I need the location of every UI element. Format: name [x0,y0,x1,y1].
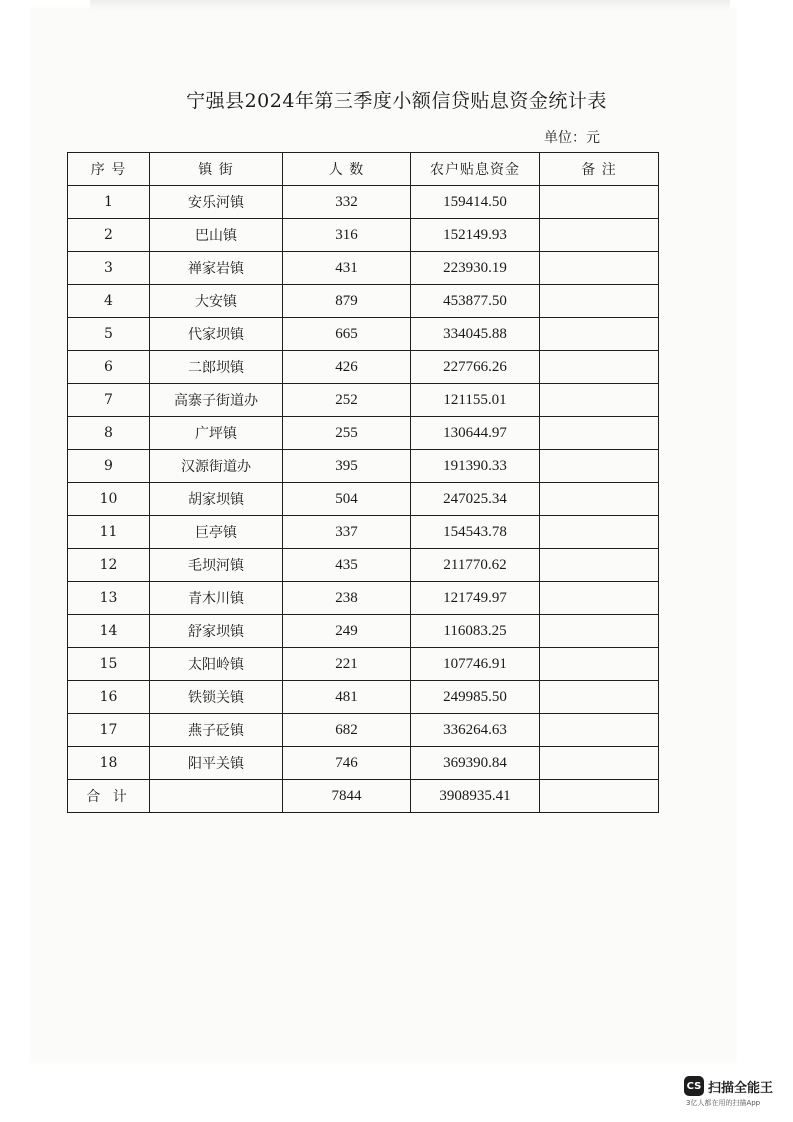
table-row [68,714,659,747]
table-row [68,681,659,714]
total-note [540,780,659,813]
unit-label: 单位：元 [544,130,600,146]
row-count: 481 [283,681,411,714]
row-count: 426 [283,351,411,384]
row-note [540,681,659,714]
row-serial: 3 [68,252,150,285]
row-count: 249 [283,615,411,648]
header-amount: 农户贴息资金 [411,153,540,186]
total-amount: 3908935.41 [411,780,540,813]
table-row [68,450,659,483]
row-count: 395 [283,450,411,483]
row-count: 316 [283,219,411,252]
row-amount: 154543.78 [411,516,540,549]
row-count: 435 [283,549,411,582]
row-serial: 11 [68,516,150,549]
row-town: 二郎坝镇 [150,351,283,384]
table-row [68,318,659,351]
row-note [540,219,659,252]
row-note [540,582,659,615]
row-note [540,351,659,384]
row-serial: 18 [68,747,150,780]
scan-edge-shadow [90,0,730,10]
row-count: 221 [283,648,411,681]
row-serial: 12 [68,549,150,582]
row-town: 安乐河镇 [150,186,283,219]
row-count: 879 [283,285,411,318]
row-note [540,450,659,483]
row-amount: 130644.97 [411,417,540,450]
row-note [540,252,659,285]
row-town: 广坪镇 [150,417,283,450]
row-amount: 249985.50 [411,681,540,714]
scanner-watermark [684,1075,773,1097]
row-amount: 116083.25 [411,615,540,648]
table-row [68,186,659,219]
row-note [540,714,659,747]
row-count: 504 [283,483,411,516]
scanner-tagline: 3亿人都在用的扫描App [686,1099,761,1107]
table-row [68,351,659,384]
table-header-row [68,153,659,186]
scanner-app-name: 扫描全能王 [708,1080,774,1096]
row-count: 746 [283,747,411,780]
row-serial: 16 [68,681,150,714]
row-note [540,483,659,516]
row-town: 胡家坝镇 [150,483,283,516]
row-count: 252 [283,384,411,417]
row-count: 238 [283,582,411,615]
row-amount: 107746.91 [411,648,540,681]
row-town: 铁锁关镇 [150,681,283,714]
row-note [540,318,659,351]
row-amount: 159414.50 [411,186,540,219]
table-row [68,285,659,318]
total-label: 合 计 [68,780,150,813]
row-note [540,549,659,582]
total-row [68,780,659,813]
row-serial: 9 [68,450,150,483]
row-serial: 13 [68,582,150,615]
row-serial: 10 [68,483,150,516]
row-town: 巨亭镇 [150,516,283,549]
row-town: 代家坝镇 [150,318,283,351]
row-town: 青木川镇 [150,582,283,615]
row-serial: 5 [68,318,150,351]
row-amount: 152149.93 [411,219,540,252]
total-town-cell [150,780,283,813]
row-town: 毛坝河镇 [150,549,283,582]
header-serial: 序 号 [68,153,150,186]
row-amount: 453877.50 [411,285,540,318]
row-note [540,186,659,219]
row-serial: 6 [68,351,150,384]
row-amount: 247025.34 [411,483,540,516]
row-count: 255 [283,417,411,450]
row-serial: 17 [68,714,150,747]
table-row [68,582,659,615]
row-amount: 191390.33 [411,450,540,483]
row-serial: 15 [68,648,150,681]
row-town: 太阳岭镇 [150,648,283,681]
row-amount: 223930.19 [411,252,540,285]
row-amount: 211770.62 [411,549,540,582]
row-amount: 121749.97 [411,582,540,615]
row-amount: 227766.26 [411,351,540,384]
table-row [68,549,659,582]
row-count: 431 [283,252,411,285]
table-row [68,417,659,450]
header-count: 人 数 [283,153,411,186]
row-town: 禅家岩镇 [150,252,283,285]
row-serial: 2 [68,219,150,252]
row-amount: 121155.01 [411,384,540,417]
table-row [68,615,659,648]
row-note [540,648,659,681]
row-town: 燕子砭镇 [150,714,283,747]
header-note: 备 注 [540,153,659,186]
table-row [68,483,659,516]
row-serial: 1 [68,186,150,219]
row-count: 682 [283,714,411,747]
table-row [68,747,659,780]
row-note [540,417,659,450]
row-serial: 4 [68,285,150,318]
row-serial: 14 [68,615,150,648]
row-count: 332 [283,186,411,219]
table-row [68,516,659,549]
row-serial: 8 [68,417,150,450]
row-amount: 369390.84 [411,747,540,780]
statistics-table [67,152,659,813]
table-row [68,384,659,417]
row-town: 汉源街道办 [150,450,283,483]
header-town: 镇 街 [150,153,283,186]
row-note [540,747,659,780]
row-amount: 336264.63 [411,714,540,747]
table-row [68,252,659,285]
cs-logo-icon: CS [684,1076,704,1096]
row-note [540,384,659,417]
page-title: 宁强县2024年第三季度小额信贷贴息资金统计表 [186,90,607,112]
row-town: 舒家坝镇 [150,615,283,648]
row-note [540,516,659,549]
row-count: 337 [283,516,411,549]
row-town: 大安镇 [150,285,283,318]
row-town: 高寨子街道办 [150,384,283,417]
row-serial: 7 [68,384,150,417]
row-amount: 334045.88 [411,318,540,351]
row-note [540,285,659,318]
row-town: 阳平关镇 [150,747,283,780]
table-body [68,186,659,780]
row-count: 665 [283,318,411,351]
row-town: 巴山镇 [150,219,283,252]
table-row [68,648,659,681]
total-count: 7844 [283,780,411,813]
table-row [68,219,659,252]
row-note [540,615,659,648]
